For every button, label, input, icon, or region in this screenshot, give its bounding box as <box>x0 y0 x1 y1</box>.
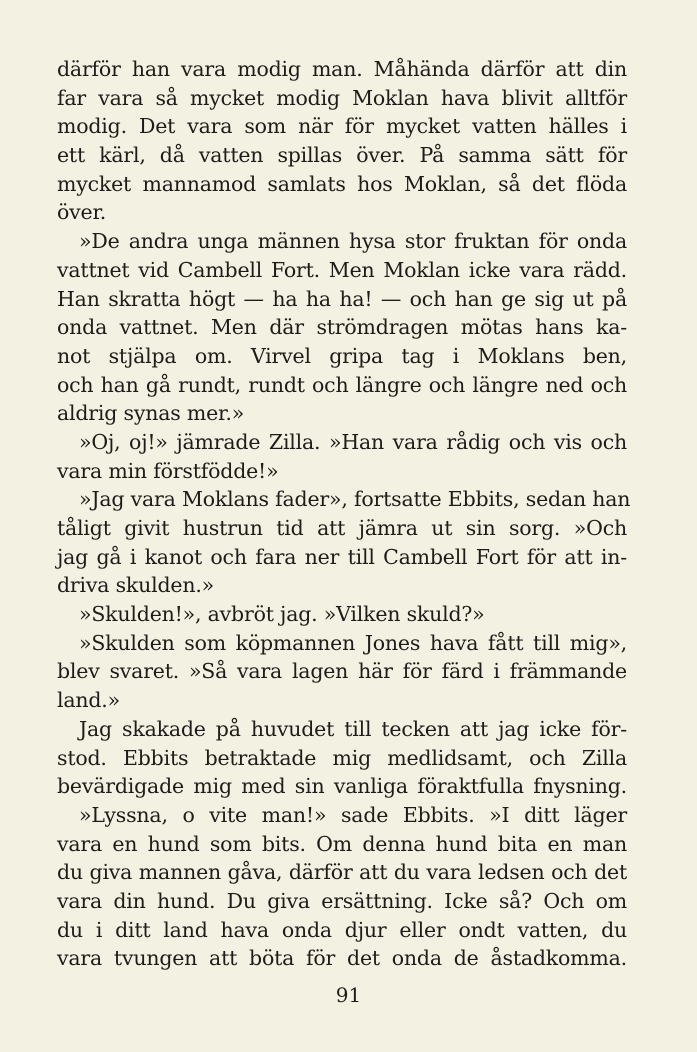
text-line: »Skulden som köpmannen Jones hava fått till mig», <box>79 630 627 655</box>
text-line: »De andra unga männen hysa stor fruktan för onda <box>79 229 627 254</box>
text-line: vara din hund. Du giva ersättning. Icke så? Och om <box>57 888 627 913</box>
text-line: och han gå rundt, rundt och längre och längre ned och <box>57 372 627 397</box>
text-line: vara tvungen att böta för det onda de åstadkomma. <box>57 946 627 971</box>
text-line: Han skratta högt — ha ha ha! — och han ge sig ut på <box>57 286 627 311</box>
page-number: 91 <box>335 983 362 1007</box>
text-line: »Skulden!», avbröt jag. »Vilken skuld?» <box>79 602 485 627</box>
text-line: not stjälpa om. Virvel gripa tag i Moklans ben, <box>57 343 627 368</box>
text-line: du giva mannen gåva, därför att du vara ledsen och det <box>57 860 627 885</box>
text-line: vara min förstfödde!» <box>57 458 279 483</box>
text-line: aldrig synas mer.» <box>57 401 245 426</box>
text-line: far vara så mycket modig Moklan hava blivit alltför <box>57 85 627 110</box>
text-line: du i ditt land hava onda djur eller ondt vatten, du <box>57 917 627 942</box>
text-line: blev svaret. »Så vara lagen här för färd i främmande <box>57 659 627 684</box>
text-line: jag gå i kanot och fara ner till Cambell Fort för att in- <box>57 544 627 569</box>
text-line: »Lyssna, o vite man!» sade Ebbits. »I ditt läger <box>79 802 627 827</box>
body-text <box>57 55 631 973</box>
text-line: Jag skakade på huvudet till tecken att jag icke för- <box>79 716 627 741</box>
text-line: stod. Ebbits betraktade mig medlidsamt, och Zilla <box>57 745 627 770</box>
text-line: onda vattnet. Men där strömdragen mötas hans ka- <box>57 315 627 340</box>
text-line: bevärdigade mig med sin vanliga föraktfulla fnysning. <box>57 774 627 799</box>
text-line: mycket mannamod samlats hos Moklan, så det flöda <box>57 171 627 196</box>
text-line: »Oj, oj!» jämrade Zilla. »Han vara rådig och vis och <box>79 429 627 454</box>
text-line: vattnet vid Cambell Fort. Men Moklan icke vara rädd. <box>57 257 627 282</box>
text-line: vara en hund som bits. Om denna hund bita en man <box>57 831 627 856</box>
text-line: modig. Det vara som när för mycket vatten hälles i <box>57 114 627 139</box>
text-line: land.» <box>57 688 120 713</box>
text-line: tåligt givit hustrun tid att jämra ut sin sorg. »Och <box>57 516 627 540</box>
text-line: driva skulden.» <box>57 573 215 598</box>
text-line: därför han vara modig man. Måhända därför att din <box>57 57 627 81</box>
text-line: »Jag vara Moklans fader», fortsatte Ebbits, sedan han <box>79 487 631 512</box>
text-line: över. <box>57 200 107 225</box>
text-line: ett kärl, då vatten spillas över. På samma sätt för <box>57 143 627 168</box>
